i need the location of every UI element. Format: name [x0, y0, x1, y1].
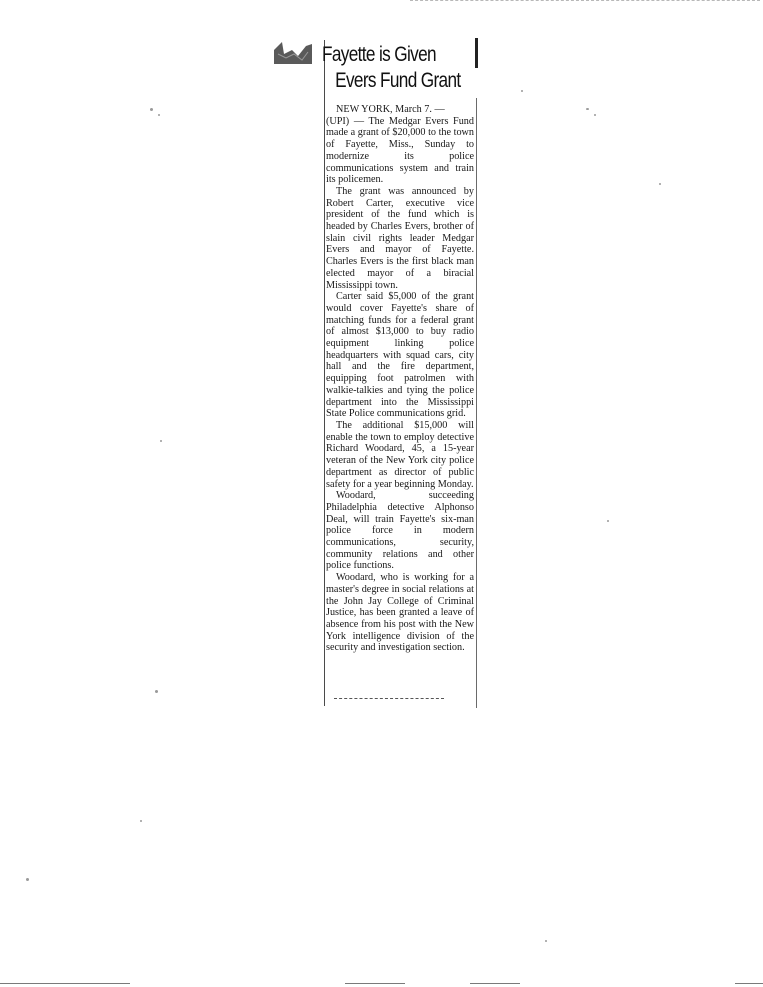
bottom-edge-rule — [345, 983, 405, 984]
article-paragraph: Carter said $5,000 of the grant would cover Fayette's share of matching funds for a federal grant of almost $13,000 to buy radio equipment linking police headquarters with squad cars, city hall and the fire department, equipping foot patrolmen with walkie-talkies and tying the police department into the Mississippi State Police communications grid. — [326, 291, 474, 420]
bottom-edge-rule — [735, 983, 763, 984]
article-paragraph: Woodard, who is working for a master's degree in social relations at the John Jay College of Criminal Justice, has been granted a leave of absence from his post with the New York intelligence division of the security and investigation section. — [326, 572, 474, 654]
article-dateline: NEW YORK, March 7. — — [336, 104, 445, 115]
scan-speck — [150, 108, 153, 111]
clipping-right-border — [476, 98, 477, 708]
scan-speck — [140, 820, 142, 822]
scan-speck — [158, 114, 160, 116]
scan-speck — [659, 183, 661, 185]
bottom-edge-rule — [470, 983, 520, 984]
scan-speck — [26, 878, 29, 881]
article-body — [326, 104, 474, 654]
top-edge-dashes — [410, 0, 760, 2]
scan-speck — [521, 90, 523, 92]
scan-speck — [594, 114, 596, 116]
article-paragraph: The additional $15,000 will enable the town to employ detective Richard Woodard, 45, a 15-year veteran of the New York city police department as director of public safety for a year beginning Monday. — [326, 419, 474, 490]
scan-speck — [607, 520, 609, 522]
headline-line-1: Fayette is Given — [322, 43, 436, 66]
article-paragraph: The grant was announced by Robert Carter, executive vice president of the fund which is headed by Charles Evers, brother of slain civil rights leader Medgar Evers and mayor of Fayette. Charles Evers is the first black man elected mayor of a biracial Mississippi town. — [326, 185, 474, 291]
scan-speck — [545, 940, 547, 942]
torn-corner-mark — [272, 40, 314, 66]
article-headline — [322, 42, 461, 94]
scan-speck — [586, 108, 589, 110]
newspaper-clipping — [320, 38, 478, 708]
scan-speck — [160, 440, 162, 442]
article-paragraph: Woodard, succeeding Philadelphia detective Alphonso Deal, will train Fayette's six-man police force in modern communications, security, community relations and other police functions. — [326, 490, 474, 572]
article-paragraph: (UPI) — The Medgar Evers Fund made a grant of $20,000 to the town of Fayette, Miss., Sunday to modernize its police communications system and train its policemen. — [326, 115, 474, 186]
clipping-left-border — [324, 40, 325, 706]
scan-speck — [155, 690, 158, 693]
bottom-edge-rule — [0, 983, 130, 984]
headline-line-2: Evers Fund Grant — [335, 69, 461, 92]
clipping-right-mark — [475, 38, 478, 68]
article-end-rule — [334, 698, 444, 700]
